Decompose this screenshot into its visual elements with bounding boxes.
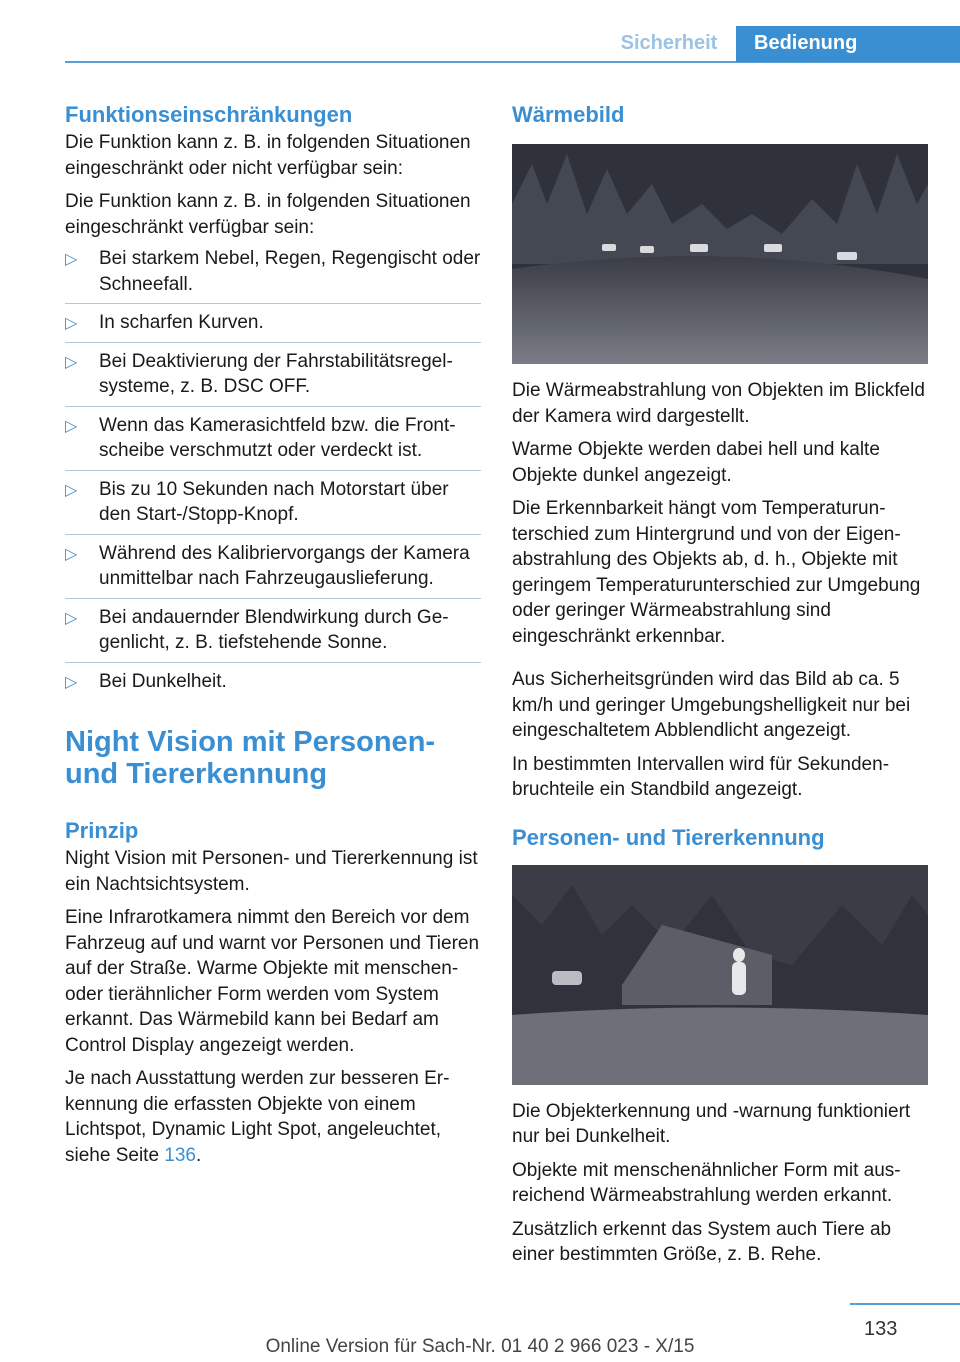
list-item: ▷ Bei Dunkelheit. xyxy=(65,669,481,695)
footer-text: Online Version für Sach-Nr. 01 40 2 966 023 - X/15 xyxy=(265,1336,695,1357)
paragraph: Night Vision mit Personen- und Tiererkennung ist ein Nachtsichtsystem. xyxy=(65,848,478,895)
triangle-bullet-icon: ▷ xyxy=(65,251,78,268)
section-title: Night Vision mit Personen- und Tiererkennung xyxy=(65,726,436,790)
list-item: ▷ Wenn das Kamerasichtfeld bzw. die Frontscheibe verschmutzt oder verdeckt ist. xyxy=(65,414,456,461)
triangle-bullet-icon: ▷ xyxy=(65,545,78,563)
limitations-list xyxy=(65,246,481,694)
heading-principle: Prinzip xyxy=(65,818,139,843)
triangle-bullet-icon: ▷ xyxy=(65,315,78,332)
triangle-bullet-icon: ▷ xyxy=(65,353,78,371)
list-item: ▷ Bis zu 10 Sekunden nach Motorstart über den Start-/Stopp-Knopf. xyxy=(65,478,449,525)
page-number: 133 xyxy=(864,1318,898,1340)
tab-sicherheit[interactable]: Sicherheit xyxy=(620,32,718,54)
triangle-bullet-icon: ▷ xyxy=(65,609,78,627)
heading-detection: Personen- und Tiererkennung xyxy=(512,824,825,850)
triangle-bullet-icon: ▷ xyxy=(65,481,78,499)
list-item: ▷ Während des Kalibriervorgangs der Kamera unmittelbar nach Fahrzeugauslieferung. xyxy=(65,542,470,589)
heading-thermal: Wärmebild xyxy=(512,102,625,127)
heading-limitations: Funktionseinschränkungen xyxy=(65,102,353,127)
footer-rule xyxy=(850,1303,960,1305)
paragraph: Zusätzlich erkennt das System auch Tiere ab einer bestimmten Größe, z. B. Rehe. xyxy=(512,1218,892,1265)
paragraph: Die Funktion kann z. B. in folgenden Situationen eingeschränkt oder nicht verfügbar sein: xyxy=(65,132,471,179)
left-column xyxy=(65,100,481,1168)
thermal-image xyxy=(512,144,928,364)
detection-image xyxy=(512,865,928,1085)
paragraph: Die Erkennbarkeit hängt vom Temperaturunterschied zum Hintergrund und von der Eigenabstrahlung des Objekts ab, d. h., Objekte mit geringem Temperaturunterschied zur Umgebung oder geringer Wärmeabstrahlung sind eingeschränkt erkennbar. xyxy=(512,498,921,647)
triangle-bullet-icon: ▷ xyxy=(65,673,78,691)
paragraph: Eine Infrarotkamera nimmt den Bereich vor dem Fahrzeug auf und warnt vor Personen und Tieren auf der Straße. Warme Objekte mit menschen- oder tierähnlicher Form werden vom System erkannt. Das Wärmebild kann bei Bedarf am Control Display angezeigt werden. xyxy=(65,907,480,1056)
right-column xyxy=(512,100,928,1268)
triangle-bullet-icon: ▷ xyxy=(65,417,78,435)
paragraph: Objekte mit menschenähnlicher Form mit ausreichend Wärmeabstrahlung werden erkannt. xyxy=(512,1159,901,1206)
tab-bedienung[interactable]: Bedienung xyxy=(736,26,960,62)
list-item: ▷ Bei starkem Nebel, Regen, Regengischt oder Schneefall. xyxy=(65,248,481,295)
paragraph: Die Objekterkennung und -warnung funktioniert nur bei Dunkelheit. xyxy=(512,1100,911,1147)
paragraph: Je nach Ausstattung werden zur besseren Erkennung die erfassten Objekte von einem Lichtspot, Dynamic Light Spot, angeleuchtet, siehe Seite 136. xyxy=(65,1068,450,1166)
paragraph: In bestimmten Intervallen wird für Sekundenbruchteile ein Standbild angezeigt. xyxy=(512,753,890,800)
list-item: ▷ Bei andauernder Blendwirkung durch Gegenlicht, z. B. tiefstehende Sonne. xyxy=(65,606,449,653)
paragraph: Die Wärmeabstrahlung von Objekten im Blickfeld der Kamera wird dargestellt. xyxy=(512,380,925,427)
list-item: ▷ In scharfen Kurven. xyxy=(65,310,481,336)
paragraph: Aus Sicherheitsgründen wird das Bild ab ca. 5 km/h und geringer Umgebungshelligkeit nur bei eingeschaltetem Abblendlicht angezeigt. xyxy=(512,669,911,741)
paragraph: Die Funktion kann z. B. in folgenden Situationen eingeschränkt verfügbar sein: xyxy=(65,191,471,238)
page-link[interactable]: 136 xyxy=(164,1144,196,1166)
paragraph: Warme Objekte werden dabei hell und kalte Objekte dunkel angezeigt. xyxy=(512,439,880,486)
list-item: ▷ Bei Deaktivierung der Fahrstabilitätsregelsysteme, z. B. DSC OFF. xyxy=(65,350,453,397)
